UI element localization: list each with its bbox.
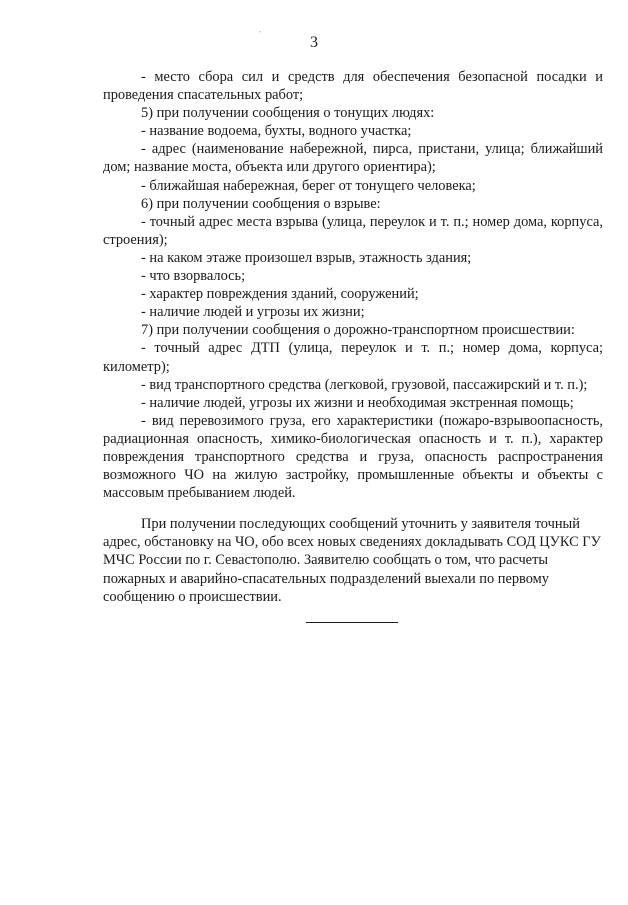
page-number: 3 bbox=[310, 34, 318, 51]
paragraph-what-exploded: - что взорвалось; bbox=[141, 268, 246, 285]
paragraph-assembly-point: - место сбора сил и средств для обеспечения безопасной посадки и проведения спасательных работ; bbox=[103, 69, 603, 104]
paragraph-accident-heading: 7) при получении сообщения о дорожно-транспортном происшествии: bbox=[141, 322, 575, 339]
document-body bbox=[103, 68, 603, 606]
paragraph-drowning-heading: 5) при получении сообщения о тонущих людях: bbox=[141, 105, 435, 122]
paragraph-explosion-heading: 6) при получении сообщения о взрыве: bbox=[141, 195, 381, 212]
paragraph-accident-address: - точный адрес ДТП (улица, переулок и т. п.; номер дома, корпуса; километр); bbox=[103, 340, 603, 375]
paragraph-vehicle-type: - вид транспортного средства (легковой, грузовой, пассажирский и т. п.); bbox=[141, 376, 588, 393]
paragraph-explosion-address: - точный адрес места взрыва (улица, переулок и т. п.; номер дома, корпуса, строения); bbox=[103, 213, 603, 248]
paragraph-cargo-type: - вид перевозимого груза, его характеристики (пожаро-взрывоопасность, радиационная опасность, химико-биологическая опасность и т. п.), характер повреждения транспортного средства и груза, опасность распространения возможного ЧО на жилую застройку, промышленные объекты и объекты с массовым пребыванием людей. bbox=[103, 412, 603, 502]
paragraph-water-body-name: - название водоема, бухты, водного участка; bbox=[141, 123, 412, 140]
paragraph-follow-up-reports: При получении последующих сообщений уточнить у заявителя точный адрес, обстановку на ЧО, обо всех новых сведениях докладывать СОД ЦУКС ГУ МЧС России по г. Севастополю. Заявителю сообщать о том, что расчеты пожарных и аварийно-спасательных подразделений выехали по первому сообщению о происшествии. bbox=[103, 516, 601, 605]
paragraph-people-help: - наличие людей, угрозы их жизни и необходимая экстренная помощь; bbox=[141, 394, 574, 411]
scan-speck: ` bbox=[259, 30, 262, 39]
paragraph-people-threat: - наличие людей и угрозы их жизни; bbox=[141, 304, 365, 321]
paragraph-drowning-address: - адрес (наименование набережной, пирса, пристани, улица; ближайший дом; название моста, объекта или другого ориентира); bbox=[103, 141, 603, 176]
paragraph-building-damage: - характер повреждения зданий, сооружений; bbox=[141, 286, 419, 303]
paragraph-nearest-shore: - ближайшая набережная, берег от тонущего человека; bbox=[141, 177, 476, 194]
paragraph-explosion-floor: - на каком этаже произошел взрыв, этажность здания; bbox=[141, 249, 472, 266]
end-of-text-rule bbox=[306, 622, 398, 623]
